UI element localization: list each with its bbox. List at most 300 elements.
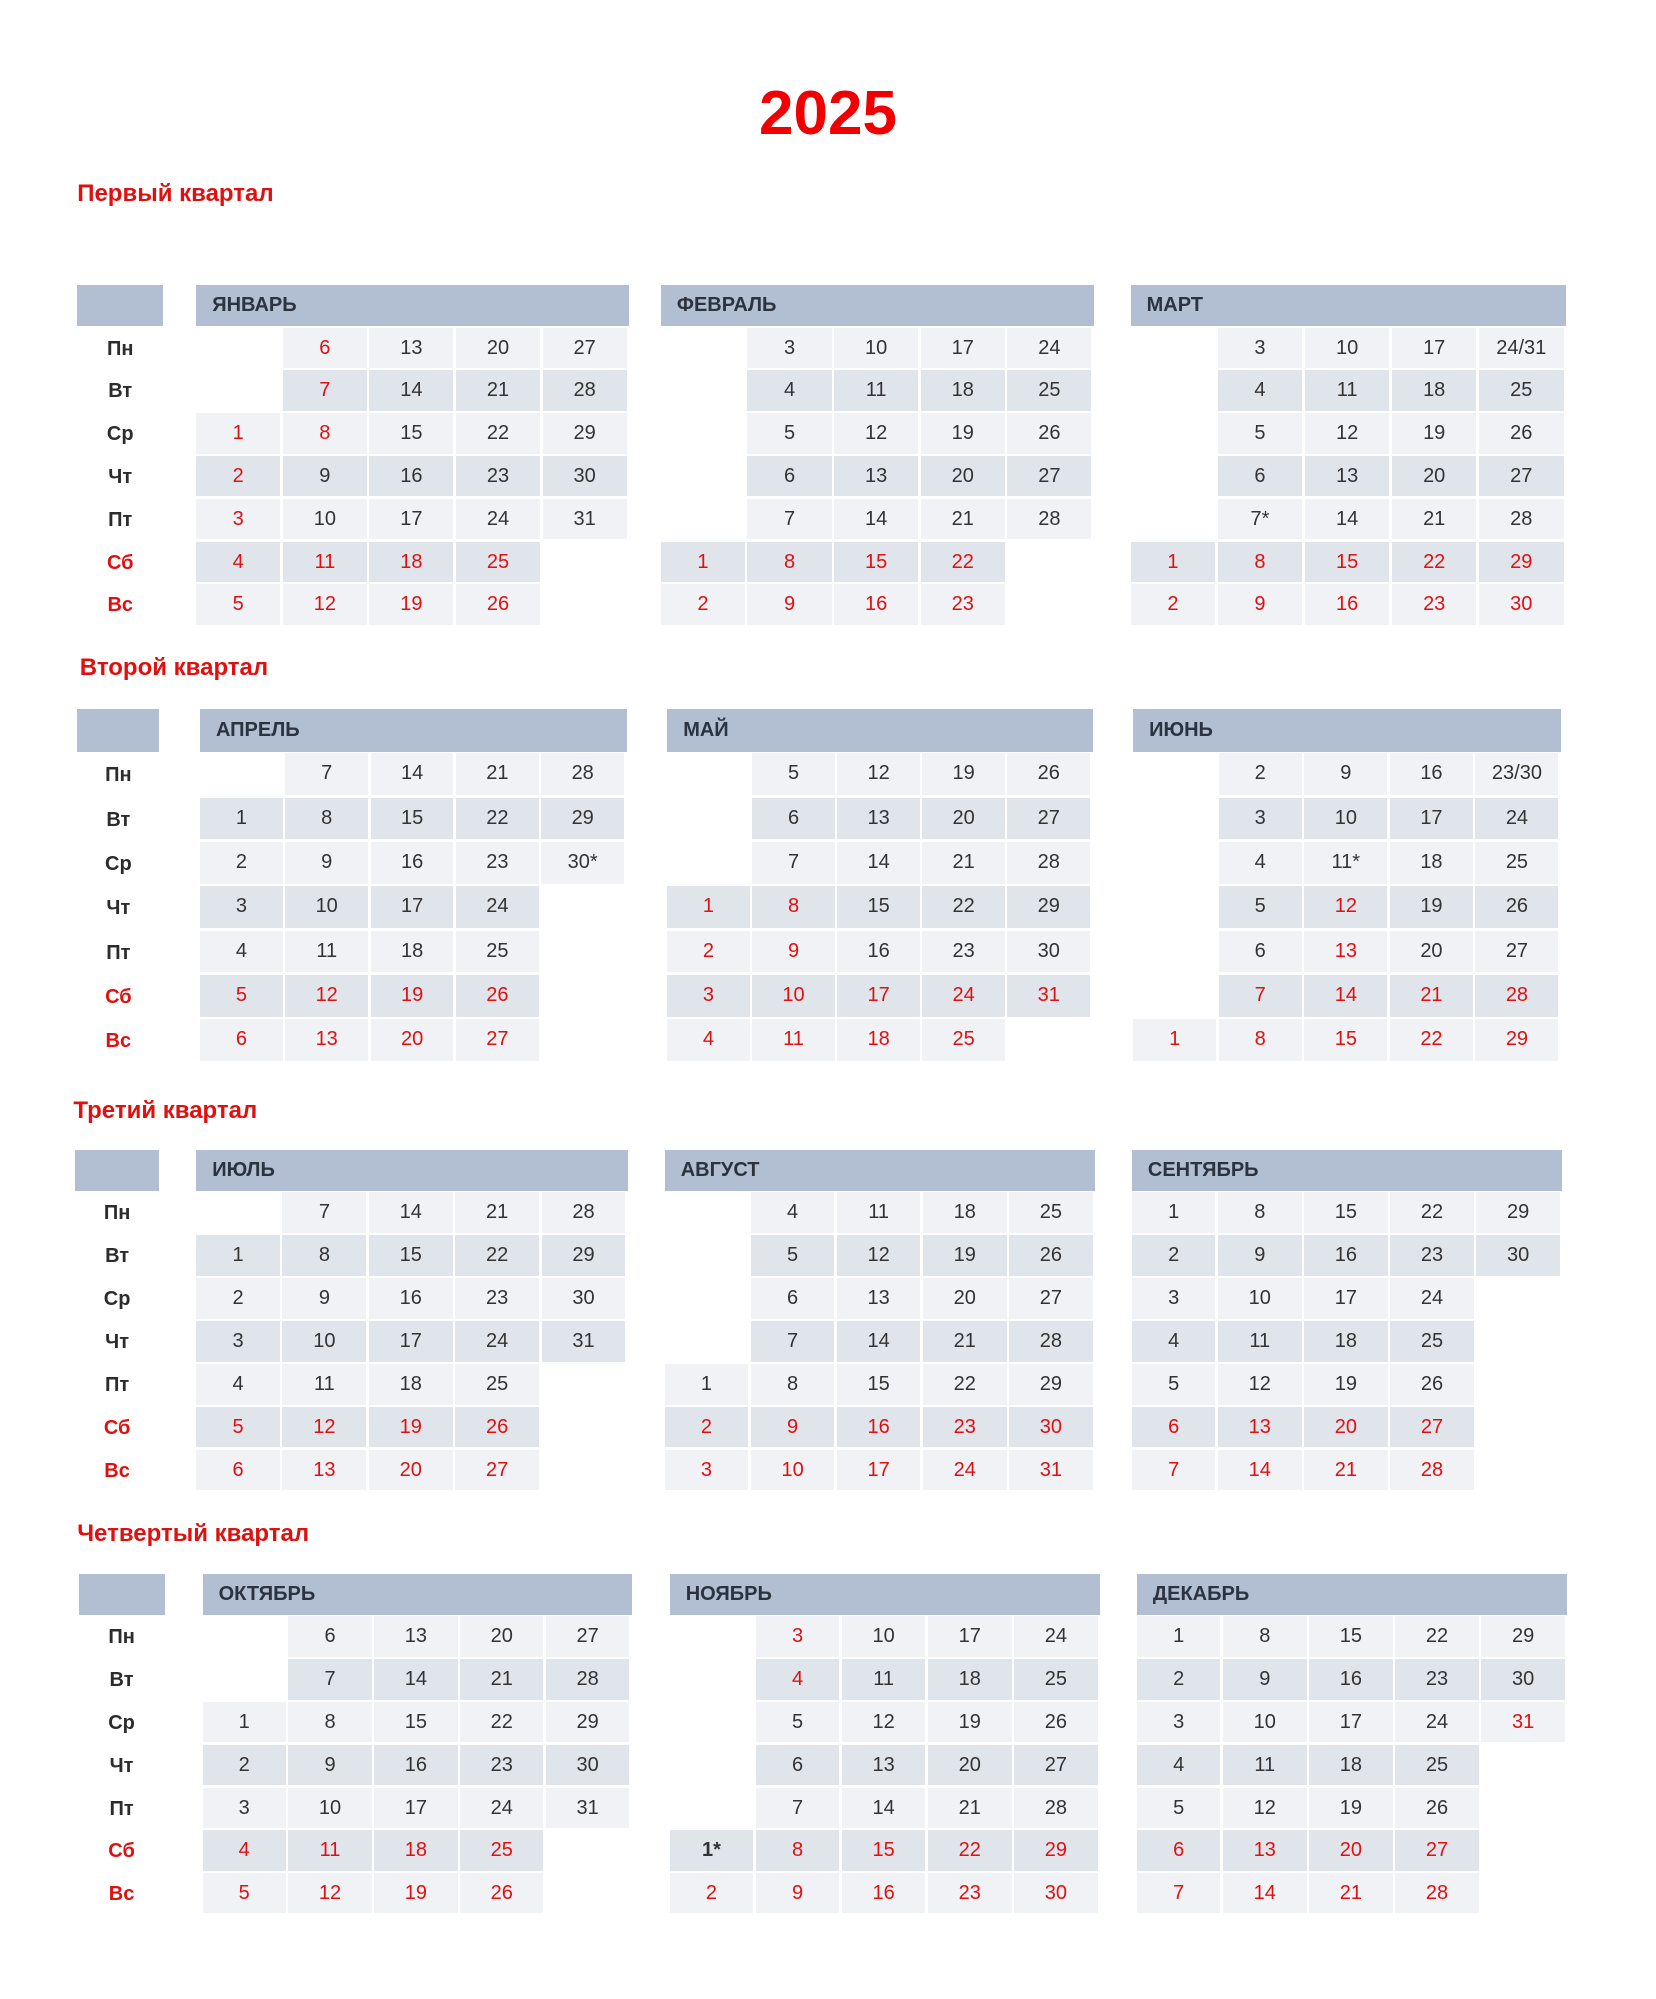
day-cell: 16 <box>369 1278 453 1318</box>
day-cell: 19 <box>922 753 1005 795</box>
day-cell: 17 <box>374 1788 457 1828</box>
day-cell: 3 <box>1132 1278 1216 1318</box>
day-cell: 3 <box>747 328 831 368</box>
day-cell: 29 <box>543 413 627 453</box>
day-cell: 18 <box>1304 1321 1388 1361</box>
day-cell: 6 <box>288 1616 371 1656</box>
day-cell: 1 <box>1131 542 1216 582</box>
weekday-label: Чт <box>109 1754 134 1777</box>
day-cell: 23 <box>1392 584 1477 624</box>
day-cell: 3 <box>203 1788 286 1828</box>
day-cell: 24 <box>456 886 539 928</box>
weekday-label: Вт <box>106 808 131 831</box>
day-cell: 4 <box>1218 370 1303 410</box>
day-cell: 29 <box>1481 1616 1565 1656</box>
day-cell: 11 <box>282 1364 366 1404</box>
day-cell: 16 <box>837 1407 921 1447</box>
day-cell: 31 <box>546 1788 629 1828</box>
day-cell: 17 <box>928 1616 1012 1656</box>
day-cell: 28 <box>543 370 627 410</box>
day-cell: 26 <box>1009 1235 1093 1275</box>
day-cell: 21 <box>1390 975 1473 1017</box>
month-1 <box>667 709 1092 1064</box>
month-name: ЯНВАРЬ <box>196 285 629 327</box>
year-title: 2025 <box>759 79 897 148</box>
quarter-title: Четвертый квартал <box>77 1520 310 1548</box>
month-name: АВГУСТ <box>665 1150 1096 1192</box>
day-cell: 12 <box>842 1702 926 1742</box>
day-cell: 7 <box>756 1788 840 1828</box>
day-cell: 10 <box>285 886 368 928</box>
day-cell: 21 <box>1304 1450 1388 1490</box>
day-cell: 18 <box>369 542 453 582</box>
day-cell: 2 <box>1137 1659 1221 1699</box>
day-cell: 2 <box>1219 753 1302 795</box>
day-cell: 1 <box>1133 1019 1216 1061</box>
day-cell: 12 <box>285 975 368 1017</box>
day-cell: 29 <box>1014 1830 1098 1870</box>
day-cell: 16 <box>374 1745 457 1785</box>
day-cell: 21 <box>923 1321 1007 1361</box>
day-cell: 8 <box>283 413 367 453</box>
day-cell: 11 <box>285 931 368 973</box>
day-cell: 4 <box>747 370 831 410</box>
day-cell: 3 <box>667 975 750 1017</box>
day-cell: 3 <box>200 886 283 928</box>
day-cell: 22 <box>460 1702 543 1742</box>
day-cell: 22 <box>1390 1019 1473 1061</box>
day-cell: 20 <box>369 1450 453 1490</box>
day-cell: 8 <box>747 542 831 582</box>
day-cell: 30 <box>546 1745 629 1785</box>
weekday-label: Чт <box>108 466 133 489</box>
day-cell: 20 <box>1309 1830 1393 1870</box>
weekday-label: Ср <box>106 423 134 446</box>
day-cell: 10 <box>288 1788 371 1828</box>
day-cell: 12 <box>1223 1788 1307 1828</box>
day-cell: 1 <box>1137 1616 1221 1656</box>
day-cell: 12 <box>1304 886 1387 928</box>
day-cell: 3 <box>1219 798 1302 840</box>
day-cell: 4 <box>1137 1745 1221 1785</box>
day-cell: 1 <box>203 1702 286 1742</box>
day-cell: 18 <box>371 931 454 973</box>
weekday-header-block <box>79 1574 165 1616</box>
weekday-label: Пт <box>106 941 131 964</box>
month-name: ОКТЯБРЬ <box>203 1574 632 1616</box>
day-cell: 18 <box>1309 1745 1393 1785</box>
weekday-label: Пн <box>105 764 132 787</box>
month-name: МАЙ <box>667 709 1092 752</box>
day-cell: 15 <box>369 413 453 453</box>
weekday-label: Сб <box>105 985 132 1008</box>
day-cell: 27 <box>1007 798 1090 840</box>
day-cell: 7 <box>747 499 831 539</box>
day-cell: 13 <box>374 1616 457 1656</box>
day-cell: 19 <box>1390 886 1473 928</box>
day-cell: 18 <box>921 370 1005 410</box>
day-cell: 14 <box>1305 499 1390 539</box>
day-cell: 2 <box>665 1407 749 1447</box>
day-cell: 25 <box>1395 1745 1479 1785</box>
day-cell: 7 <box>751 1321 835 1361</box>
weekday-label: Ср <box>108 1712 135 1735</box>
day-cell: 27 <box>1390 1407 1474 1447</box>
day-cell: 13 <box>1218 1407 1302 1447</box>
day-cell: 10 <box>751 1450 835 1490</box>
day-cell: 19 <box>921 413 1005 453</box>
day-cell: 9 <box>756 1873 840 1913</box>
day-cell: 19 <box>369 1407 453 1447</box>
day-cell: 18 <box>837 1019 920 1061</box>
day-cell: 18 <box>1390 842 1473 884</box>
day-cell: 6 <box>751 1278 835 1318</box>
day-cell: 23 <box>921 584 1005 624</box>
day-cell: 11* <box>1304 842 1387 884</box>
quarter-title: Первый квартал <box>77 179 274 207</box>
month-name: МАРТ <box>1131 285 1567 327</box>
day-cell: 24 <box>460 1788 543 1828</box>
day-cell: 31 <box>542 1321 626 1361</box>
day-cell: 24 <box>1007 328 1091 368</box>
day-cell: 26 <box>456 584 540 624</box>
day-cell: 13 <box>1223 1830 1307 1870</box>
day-cell: 2 <box>1132 1235 1216 1275</box>
day-cell: 27 <box>1475 931 1558 973</box>
day-cell: 30 <box>1009 1407 1093 1447</box>
day-cell: 14 <box>371 753 454 795</box>
month-1 <box>661 285 1094 627</box>
day-cell: 15 <box>1309 1616 1393 1656</box>
day-cell: 29 <box>1476 1192 1560 1232</box>
day-cell: 8 <box>1218 542 1303 582</box>
month-0 <box>196 1150 628 1493</box>
day-cell: 16 <box>1305 584 1390 624</box>
day-cell: 8 <box>756 1830 840 1870</box>
day-cell: 18 <box>923 1192 1007 1232</box>
day-cell: 13 <box>837 798 920 840</box>
day-cell: 23 <box>1395 1659 1479 1699</box>
day-cell: 10 <box>1305 328 1390 368</box>
day-cell: 17 <box>1304 1278 1388 1318</box>
day-cell: 18 <box>1392 370 1477 410</box>
day-cell: 13 <box>285 1019 368 1061</box>
weekday-column <box>77 285 163 627</box>
day-cell: 1 <box>1132 1192 1216 1232</box>
day-cell: 7 <box>288 1659 371 1699</box>
day-cell: 21 <box>1309 1873 1393 1913</box>
weekday-header-block <box>77 709 159 752</box>
day-cell: 9 <box>1304 753 1387 795</box>
day-cell: 26 <box>1007 413 1091 453</box>
day-cell: 6 <box>747 456 831 496</box>
day-cell: 28 <box>546 1659 629 1699</box>
day-cell: 1 <box>667 886 750 928</box>
day-cell: 28 <box>542 1192 626 1232</box>
day-cell: 25 <box>922 1019 1005 1061</box>
month-name: ДЕКАБРЬ <box>1137 1574 1568 1616</box>
day-cell: 10 <box>834 328 918 368</box>
month-name: НОЯБРЬ <box>670 1574 1101 1616</box>
day-cell: 28 <box>1014 1788 1098 1828</box>
day-cell: 15 <box>837 1364 921 1404</box>
day-cell: 22 <box>456 413 540 453</box>
day-cell: 16 <box>834 584 918 624</box>
day-cell: 4 <box>203 1830 286 1870</box>
day-cell: 5 <box>196 1407 280 1447</box>
day-cell: 23/30 <box>1475 753 1558 795</box>
day-cell: 8 <box>1219 1019 1302 1061</box>
day-cell: 11 <box>752 1019 835 1061</box>
day-cell: 5 <box>751 1235 835 1275</box>
day-cell: 3 <box>756 1616 840 1656</box>
day-cell: 10 <box>752 975 835 1017</box>
day-cell: 31 <box>543 499 627 539</box>
day-cell: 21 <box>928 1788 1012 1828</box>
day-cell: 23 <box>922 931 1005 973</box>
day-cell: 12 <box>283 584 367 624</box>
day-cell: 14 <box>369 370 453 410</box>
day-cell: 24 <box>923 1450 1007 1490</box>
weekday-label: Ср <box>105 852 132 875</box>
day-cell: 5 <box>756 1702 840 1742</box>
day-cell: 16 <box>837 931 920 973</box>
day-cell: 20 <box>460 1616 543 1656</box>
day-cell: 11 <box>1223 1745 1307 1785</box>
day-cell: 27 <box>455 1450 539 1490</box>
day-cell: 15 <box>837 886 920 928</box>
weekday-label: Пн <box>108 1626 135 1649</box>
day-cell: 19 <box>1309 1788 1393 1828</box>
day-cell: 30* <box>541 842 624 884</box>
day-cell: 21 <box>455 1192 539 1232</box>
day-cell: 5 <box>1137 1788 1221 1828</box>
weekday-label: Сб <box>103 1417 131 1440</box>
day-cell: 6 <box>1219 931 1302 973</box>
day-cell: 20 <box>922 798 1005 840</box>
day-cell: 11 <box>834 370 918 410</box>
month-2 <box>1137 1574 1568 1916</box>
day-cell: 5 <box>1132 1364 1216 1404</box>
day-cell: 11 <box>283 542 367 582</box>
day-cell: 10 <box>282 1321 366 1361</box>
day-cell: 15 <box>374 1702 457 1742</box>
day-cell: 28 <box>1007 842 1090 884</box>
day-cell: 27 <box>546 1616 629 1656</box>
day-cell: 20 <box>1390 931 1473 973</box>
day-cell: 24/31 <box>1479 328 1564 368</box>
weekday-column <box>79 1574 165 1916</box>
day-cell: 24 <box>922 975 1005 1017</box>
day-cell: 15 <box>1305 542 1390 582</box>
day-cell: 29 <box>1007 886 1090 928</box>
day-cell: 12 <box>288 1873 371 1913</box>
day-cell: 24 <box>455 1321 539 1361</box>
month-0 <box>196 285 629 627</box>
day-cell: 4 <box>751 1192 835 1232</box>
day-cell: 2 <box>661 584 745 624</box>
day-cell: 19 <box>374 1873 457 1913</box>
day-cell: 24 <box>1390 1278 1474 1318</box>
day-cell: 25 <box>456 542 540 582</box>
day-cell: 14 <box>1223 1873 1307 1913</box>
day-cell: 5 <box>203 1873 286 1913</box>
day-cell: 6 <box>1137 1830 1221 1870</box>
weekday-label: Вт <box>105 1245 130 1268</box>
month-2 <box>1131 285 1567 627</box>
day-cell: 20 <box>923 1278 1007 1318</box>
day-cell: 27 <box>1007 456 1091 496</box>
day-cell: 13 <box>834 456 918 496</box>
day-cell: 16 <box>371 842 454 884</box>
day-cell: 22 <box>456 798 539 840</box>
day-cell: 17 <box>369 499 453 539</box>
day-cell: 23 <box>455 1278 539 1318</box>
day-cell: 27 <box>543 328 627 368</box>
day-cell: 11 <box>842 1659 926 1699</box>
day-cell: 10 <box>842 1616 926 1656</box>
day-cell: 20 <box>1304 1407 1388 1447</box>
day-cell: 19 <box>371 975 454 1017</box>
day-cell: 1 <box>665 1364 749 1404</box>
day-cell: 12 <box>837 1235 921 1275</box>
day-cell: 27 <box>1014 1745 1098 1785</box>
day-cell: 1 <box>196 1235 280 1275</box>
day-cell: 29 <box>1475 1019 1558 1061</box>
day-cell: 24 <box>1014 1616 1098 1656</box>
day-cell: 27 <box>1395 1830 1479 1870</box>
day-cell: 22 <box>1392 542 1477 582</box>
day-cell: 17 <box>1390 798 1473 840</box>
day-cell: 29 <box>542 1235 626 1275</box>
day-cell: 7 <box>1132 1450 1216 1490</box>
day-cell: 7 <box>1137 1873 1221 1913</box>
weekday-label: Вс <box>107 594 134 617</box>
day-cell: 18 <box>369 1364 453 1404</box>
day-cell: 25 <box>460 1830 543 1870</box>
day-cell: 6 <box>756 1745 840 1785</box>
day-cell: 12 <box>1305 413 1390 453</box>
day-cell: 26 <box>1395 1788 1479 1828</box>
day-cell: 21 <box>456 370 540 410</box>
day-cell: 21 <box>921 499 1005 539</box>
day-cell: 10 <box>283 499 367 539</box>
day-cell: 3 <box>1137 1702 1221 1742</box>
day-cell: 6 <box>196 1450 280 1490</box>
day-cell: 16 <box>1390 753 1473 795</box>
day-cell: 9 <box>752 931 835 973</box>
month-name: СЕНТЯБРЬ <box>1132 1150 1563 1192</box>
day-cell: 16 <box>842 1873 926 1913</box>
day-cell: 12 <box>1218 1364 1302 1404</box>
day-cell: 9 <box>747 584 831 624</box>
day-cell: 15 <box>842 1830 926 1870</box>
day-cell: 22 <box>922 886 1005 928</box>
day-cell: 23 <box>923 1407 1007 1447</box>
day-cell: 22 <box>928 1830 1012 1870</box>
day-cell: 16 <box>1304 1235 1388 1275</box>
day-cell: 29 <box>1479 542 1564 582</box>
month-2 <box>1132 1150 1563 1493</box>
day-cell: 28 <box>541 753 624 795</box>
day-cell: 25 <box>1390 1321 1474 1361</box>
day-cell: 22 <box>455 1235 539 1275</box>
day-cell: 26 <box>1479 413 1564 453</box>
day-cell: 5 <box>747 413 831 453</box>
day-cell: 6 <box>1132 1407 1216 1447</box>
day-cell: 20 <box>1392 456 1477 496</box>
day-cell: 25 <box>1479 370 1564 410</box>
weekday-label: Ср <box>103 1288 131 1311</box>
day-cell: 25 <box>1009 1192 1093 1232</box>
day-cell: 8 <box>282 1235 366 1275</box>
weekday-label: Вс <box>104 1459 130 1482</box>
day-cell: 13 <box>369 328 453 368</box>
day-cell: 22 <box>921 542 1005 582</box>
day-cell: 26 <box>1475 886 1558 928</box>
day-cell: 9 <box>282 1278 366 1318</box>
day-cell: 8 <box>288 1702 371 1742</box>
day-cell: 7 <box>282 1192 366 1232</box>
day-cell: 6 <box>752 798 835 840</box>
month-1 <box>670 1574 1101 1916</box>
day-cell: 22 <box>1395 1616 1479 1656</box>
day-cell: 2 <box>1131 584 1216 624</box>
day-cell: 14 <box>842 1788 926 1828</box>
day-cell: 17 <box>371 886 454 928</box>
day-cell: 3 <box>665 1450 749 1490</box>
day-cell: 4 <box>200 931 283 973</box>
day-cell: 28 <box>1009 1321 1093 1361</box>
day-cell: 26 <box>1007 753 1090 795</box>
day-cell: 27 <box>456 1019 539 1061</box>
day-cell: 11 <box>288 1830 371 1870</box>
day-cell: 17 <box>369 1321 453 1361</box>
day-cell: 2 <box>200 842 283 884</box>
month-1 <box>665 1150 1096 1493</box>
day-cell: 9 <box>288 1745 371 1785</box>
day-cell: 17 <box>837 1450 921 1490</box>
day-cell: 31 <box>1481 1702 1565 1742</box>
month-name: ФЕВРАЛЬ <box>661 285 1094 327</box>
day-cell: 15 <box>369 1235 453 1275</box>
weekday-label: Вс <box>108 1883 135 1906</box>
day-cell: 18 <box>928 1659 1012 1699</box>
day-cell: 28 <box>1475 975 1558 1017</box>
day-cell: 14 <box>834 499 918 539</box>
day-cell: 18 <box>374 1830 457 1870</box>
day-cell: 19 <box>1392 413 1477 453</box>
day-cell: 30 <box>1014 1873 1098 1913</box>
day-cell: 12 <box>834 413 918 453</box>
day-cell: 12 <box>837 753 920 795</box>
weekday-label: Сб <box>106 551 134 574</box>
day-cell: 9 <box>1223 1659 1307 1699</box>
day-cell: 30 <box>1476 1235 1560 1275</box>
weekday-label: Вт <box>109 1669 134 1692</box>
weekday-label: Пн <box>107 337 134 360</box>
day-cell: 7* <box>1218 499 1303 539</box>
day-cell: 15 <box>1304 1192 1388 1232</box>
day-cell: 21 <box>456 753 539 795</box>
day-cell: 30 <box>542 1278 626 1318</box>
day-cell: 21 <box>922 842 1005 884</box>
day-cell: 14 <box>1304 975 1387 1017</box>
month-2 <box>1133 709 1561 1064</box>
day-cell: 23 <box>456 842 539 884</box>
day-cell: 5 <box>200 975 283 1017</box>
day-cell: 29 <box>1009 1364 1093 1404</box>
